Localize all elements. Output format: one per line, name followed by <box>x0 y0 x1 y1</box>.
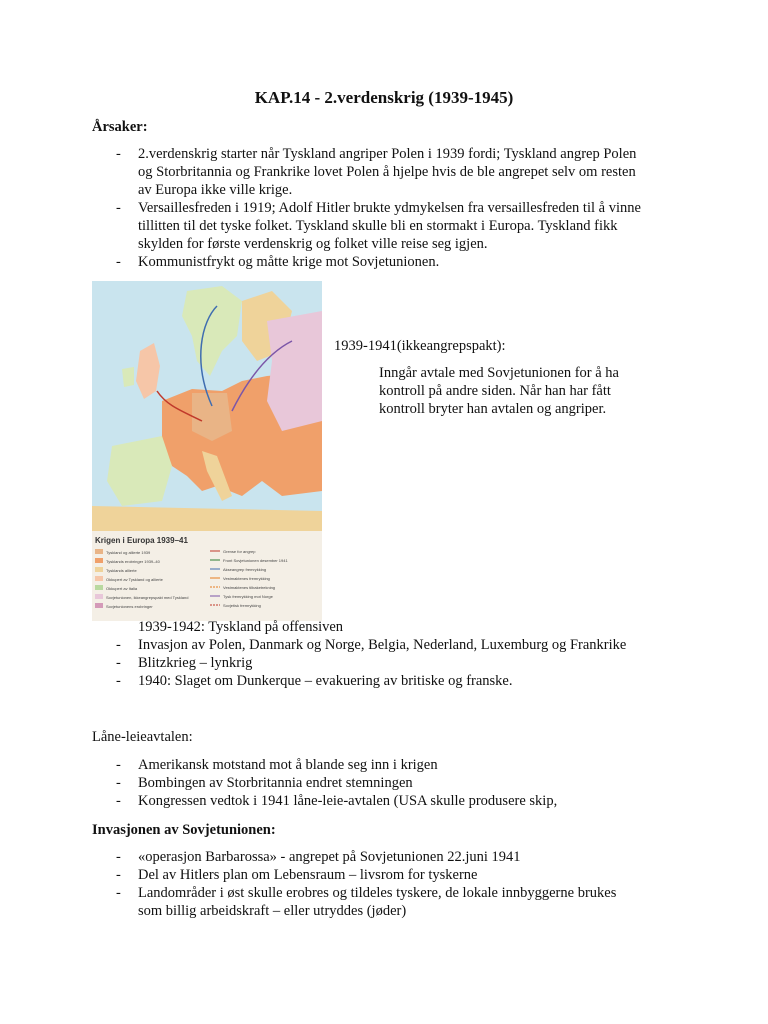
list-line: Blitzkrieg – lynkrig <box>138 655 253 671</box>
list-item <box>0 774 678 792</box>
list-dash: - <box>116 793 121 809</box>
list-line: Landområder i øst skulle erobres og tildeles tyskere, de lokale innbyggerne brukes <box>138 885 617 901</box>
map-ireland <box>122 367 134 387</box>
list-dash: - <box>116 254 121 270</box>
legend-label: Front Sovjetunionen desember 1941 <box>223 558 288 563</box>
list-dash: - <box>116 655 121 671</box>
map-iberia <box>107 436 172 506</box>
list-item <box>0 253 678 271</box>
legend-label: Grense for angrep <box>223 549 256 554</box>
legend-swatch <box>95 603 103 608</box>
legend-label: Tysk fremrykking mot Norge <box>223 594 273 599</box>
list-line: 1940: Slaget om Dunkerque – evakuering av britiske og franske. <box>138 673 513 689</box>
list-line: Bombingen av Storbritannia endret stemningen <box>138 775 413 791</box>
period-1939-1941-text <box>379 364 619 418</box>
list-line: Del av Hitlers plan om Lebensraum – livsrom for tyskerne <box>138 867 478 883</box>
list-dash: - <box>116 637 121 653</box>
legend-swatch <box>95 567 103 572</box>
lane-leie-list <box>0 756 768 810</box>
list-line: skylden for første verdenskrig og folket ville reise seg igjen. <box>138 236 488 252</box>
list-line: Invasjon av Polen, Danmark og Norge, Belgia, Nederland, Luxemburg og Frankrike <box>138 637 627 653</box>
list-item <box>0 884 678 920</box>
list-item <box>0 866 678 884</box>
list-dash: - <box>116 673 121 689</box>
list-line: Versaillesfreden i 1919; Adolf Hitler brukte ydmykelsen fra versaillesfreden til å vinne <box>138 200 641 216</box>
list-dash: - <box>116 849 121 865</box>
legend-swatch <box>95 576 103 581</box>
lane-leie-heading: Låne-leieavtalen: <box>92 729 193 745</box>
sovjet-list <box>0 848 768 920</box>
offensiv-list <box>0 636 768 690</box>
legend-label: Vestmaktenes tilbaketrekning <box>223 585 276 590</box>
list-line: «operasjon Barbarossa» - angrepet på Sovjetunionen 22.juni 1941 <box>138 849 521 865</box>
offensiv-heading: 1939-1942: Tyskland på offensiven <box>138 619 344 635</box>
list-line: som billig arbeidskraft – eller utryddes (jøder) <box>138 903 407 919</box>
list-item <box>0 792 678 810</box>
list-line: av Europa ikke ville krige. <box>138 182 293 198</box>
list-dash: - <box>116 146 121 162</box>
map-ussr <box>267 311 322 431</box>
sovjet-heading: Invasjonen av Sovjetunionen: <box>92 822 276 838</box>
arsaker-list <box>0 145 768 271</box>
text-line: kontroll bryter han avtalen og angriper. <box>379 401 607 417</box>
arsaker-heading: Årsaker: <box>92 119 148 135</box>
list-dash: - <box>116 757 121 773</box>
period-1939-1941-heading: 1939-1941(ikkeangrepspakt): <box>334 338 506 354</box>
list-item <box>0 145 678 199</box>
page-title: KAP.14 - 2.verdenskrig (1939-1945) <box>254 88 514 107</box>
list-item <box>0 636 678 654</box>
list-line: Amerikansk motstand mot å blande seg inn i krigen <box>138 757 438 773</box>
legend-label: Sovjetisk fremrykking <box>223 603 261 608</box>
legend-swatch <box>95 585 103 590</box>
list-item <box>0 199 678 253</box>
text-line: kontroll på andre siden. Når han har fått <box>379 383 611 399</box>
text-line: Inngår avtale med Sovjetunionen for å ha <box>379 365 619 381</box>
map-legend-title: Krigen i Europa 1939–41 <box>95 536 188 545</box>
list-dash: - <box>116 200 121 216</box>
list-line: tillitten til det tyske folket. Tyskland skulle bli en stormakt i Europa. Tyskland fikk <box>138 218 618 234</box>
legend-label: Okkupert av Tyskland og allierte <box>106 577 163 582</box>
legend-label: Akseangrep fremrykking <box>223 567 267 572</box>
list-line: Kommunistfrykt og måtte krige mot Sovjetunionen. <box>138 254 440 270</box>
list-item <box>0 672 678 690</box>
list-item <box>0 756 678 774</box>
list-line: og Storbritannia og Frankrike lovet Polen å hjelpe hvis de ble angrepet selv om resten <box>138 164 636 180</box>
list-dash: - <box>116 775 121 791</box>
legend-label: Okkupert av Italia <box>106 586 138 591</box>
legend-swatch <box>95 558 103 563</box>
legend-label: Sovjetunionen, ikkeangrepspakt med Tyskland <box>106 595 189 600</box>
map-figure <box>92 281 322 621</box>
legend-swatch <box>95 549 103 554</box>
europe-war-map <box>92 281 322 621</box>
list-line: Kongressen vedtok i 1941 låne-leie-avtalen (USA skulle produsere skip, <box>138 793 558 809</box>
map-germany <box>192 393 232 441</box>
list-line: 2.verdenskrig starter når Tyskland angriper Polen i 1939 fordi; Tyskland angrep Polen <box>138 146 637 162</box>
list-item <box>0 654 678 672</box>
list-dash: - <box>116 885 121 901</box>
legend-label: Tysklands erobringer 1939–40 <box>106 559 160 564</box>
legend-label: Tysklands allierte <box>106 568 137 573</box>
legend-label: Vestmaktenes fremrykking <box>223 576 270 581</box>
legend-label: Sovjetunionens erobringer <box>106 604 153 609</box>
legend-label: Tyskland og allierte 1939 <box>106 550 151 555</box>
legend-swatch <box>95 594 103 599</box>
list-dash: - <box>116 867 121 883</box>
list-item <box>0 848 678 866</box>
